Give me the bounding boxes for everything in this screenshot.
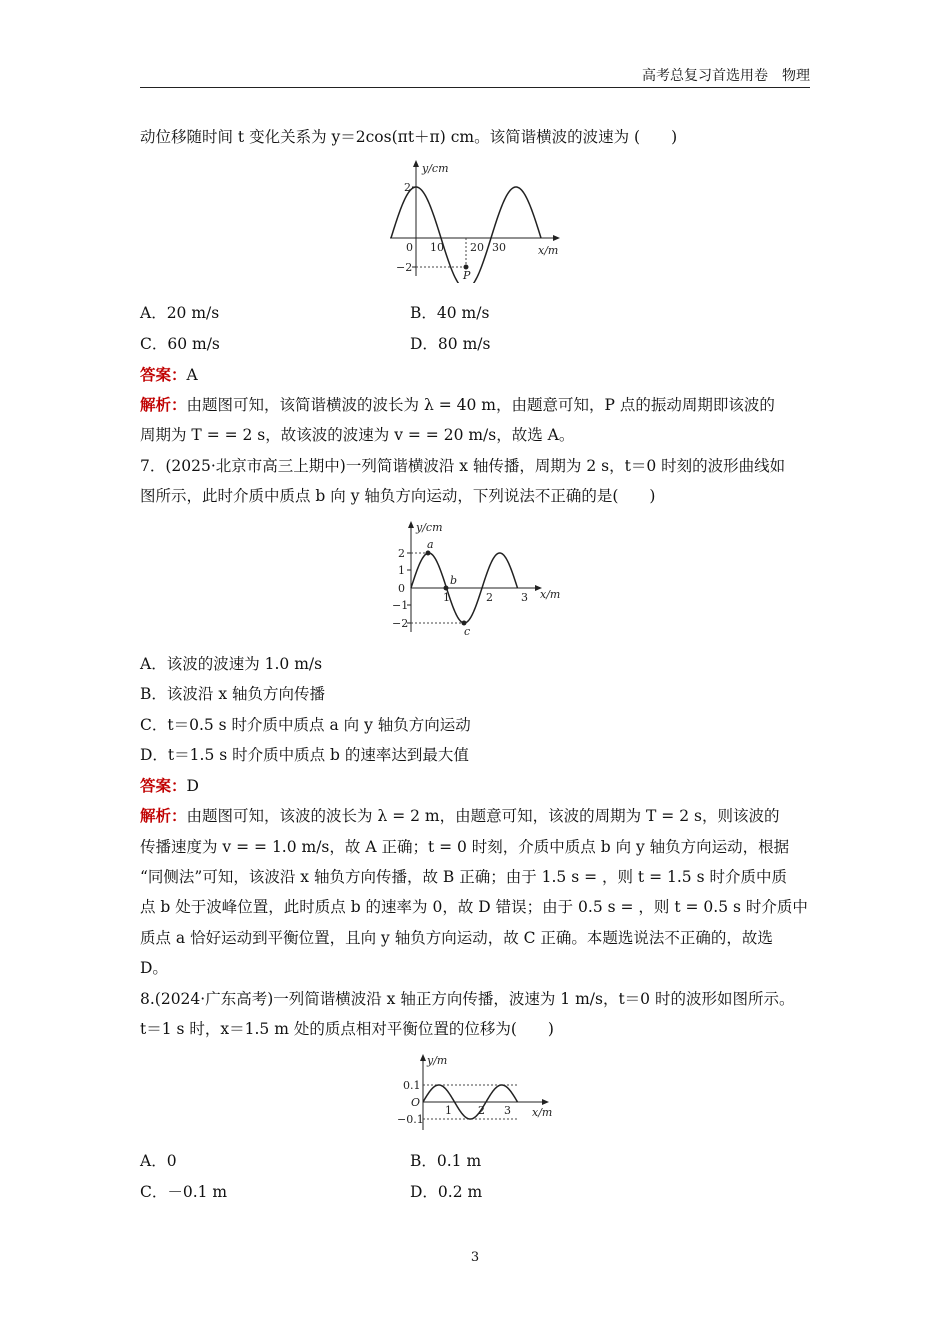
- q7-point-label-c: c: [464, 625, 471, 637]
- q8-x-label: x/m: [532, 1106, 553, 1119]
- q7-tick-label-x-1: 1: [443, 591, 450, 604]
- q8-tick-label-x-2: 2: [478, 1104, 485, 1117]
- q6-y-arrow: [413, 160, 419, 167]
- q8-x-arrow: [542, 1099, 549, 1105]
- q7-analysis-text-1: 由题图可知，该波的波长为 λ = 2 m，由题意可知，该波的周期为 T = 2 s，则该波的: [186, 807, 780, 825]
- q7-answer-label: 答案：: [140, 776, 187, 795]
- q8-y-label: y/m: [427, 1054, 448, 1067]
- q6-option-d: D．80 m/s: [410, 335, 491, 353]
- q7-y-label: y/cm: [416, 521, 443, 534]
- q6-wave-figure: [360, 158, 570, 283]
- q6-option-b: B．40 m/s: [410, 304, 490, 322]
- q7-tick-label-y-neg1: −1: [392, 599, 409, 612]
- q8-tick-label-y-top: 0.1: [403, 1079, 421, 1092]
- q7-tick-label-x-2: 2: [486, 591, 493, 604]
- header-title: 高考总复习首选用卷 物理: [642, 68, 810, 84]
- q8-option-c: C．－0.1 m: [140, 1183, 228, 1201]
- q7-option-d: D．t＝1.5 s 时介质中质点 b 的速率达到最大值: [140, 746, 469, 764]
- q6-analysis-text-1: 由题图可知，该简谐横波的波长为 λ = 40 m，由题意可知，P 点的振动周期即该波的: [186, 396, 775, 414]
- q6-option-c: C．60 m/s: [140, 335, 220, 353]
- q6-tick-label-x-20: 20: [470, 241, 484, 254]
- q7-point-a: [426, 551, 431, 556]
- q6-x-label: x/m: [538, 244, 559, 257]
- q7-tick-label-y-1: 1: [398, 564, 405, 577]
- q6-analysis-line-1: [140, 394, 775, 416]
- q8-option-b: B．0.1 m: [410, 1152, 482, 1170]
- q7-analysis-line-4: 点 b 处于波峰位置，此时质点 b 的速率为 0，故 D 错误；由于 0.5 s = ，则 t = 0.5 s 时介质中: [140, 898, 808, 916]
- q8-tick-label-x-1: 1: [445, 1104, 452, 1117]
- q7-tick-label-x-3: 3: [521, 591, 528, 604]
- q6-tick-label-y-2: 2: [404, 181, 411, 194]
- q6-option-a: A．20 m/s: [140, 304, 220, 322]
- q7-analysis-line-2: 传播速度为 v = = 1.0 m/s，故 A 正确；t = 0 时刻，介质中质点 b 向 y 轴负方向运动，根据: [140, 838, 790, 856]
- q6-point-label-p: P: [463, 269, 471, 282]
- q7-option-c: C．t＝0.5 s 时介质中质点 a 向 y 轴负方向运动: [140, 716, 471, 734]
- q7-point-b: [444, 586, 449, 591]
- q8-stem-line-1: 8.(2024·广东高考)一列简谐横波沿 x 轴正方向传播，波速为 1 m/s，t＝0 时的波形如图所示。: [140, 990, 795, 1008]
- q6-tick-label-x-10: 10: [430, 241, 444, 254]
- q7-stem-line-2: 图所示，此时介质中质点 b 向 y 轴负方向运动，下列说法不正确的是( ): [140, 487, 656, 505]
- q7-wave-figure: [380, 517, 570, 637]
- q6-analysis-label: 解析：: [140, 395, 187, 414]
- q7-analysis-line-5: 质点 a 恰好运动到平衡位置，且向 y 轴负方向运动，故 C 正确。本题选说法不正确的，故选: [140, 929, 773, 947]
- q6-answer-value: A: [186, 366, 198, 384]
- q8-stem-line-2: t＝1 s 时，x＝1.5 m 处的质点相对平衡位置的位移为( ): [140, 1020, 554, 1038]
- q7-answer: [140, 775, 199, 797]
- page-header: [140, 65, 810, 88]
- page-number: 3: [470, 1250, 480, 1265]
- q7-point-label-b: b: [450, 574, 458, 587]
- q6-answer: [140, 364, 198, 386]
- q8-option-d: D．0.2 m: [410, 1183, 483, 1201]
- q6-tick-label-y-neg2: −2: [396, 261, 413, 274]
- q8-option-a: A．0: [140, 1152, 177, 1170]
- q7-tick-label-y-neg2: −2: [392, 617, 409, 630]
- q7-y-arrow: [408, 521, 414, 528]
- q7-analysis-line-3: “同侧法”可知，该波沿 x 轴负方向传播，故 B 正确；由于 1.5 s = ，则 t = 1.5 s 时介质中质: [140, 868, 787, 886]
- q7-analysis-line-1: [140, 805, 779, 827]
- q8-wave-figure: [395, 1050, 560, 1135]
- q7-x-label: x/m: [540, 588, 561, 601]
- q6-tick-label-x-30: 30: [492, 241, 506, 254]
- q7-tick-label-y-0: 0: [398, 582, 405, 595]
- q7-analysis-line-6: D。: [140, 959, 168, 977]
- q6-stem: 动位移随时间 t 变化关系为 y＝2cos(πt＋π) cm。该简谐横波的波速为 ( ): [140, 128, 678, 146]
- q6-y-label: y/cm: [422, 162, 449, 175]
- q6-answer-label: 答案：: [140, 365, 187, 384]
- q7-stem-line-1: 7．(2025·北京市高三上期中)一列简谐横波沿 x 轴传播，周期为 2 s，t＝0 时刻的波形曲线如: [140, 457, 786, 475]
- q6-x-arrow: [553, 235, 560, 241]
- q8-y-arrow: [420, 1054, 426, 1061]
- q7-tick-label-y-2: 2: [398, 547, 405, 560]
- q7-point-label-a: a: [427, 538, 434, 551]
- q7-answer-value: D: [186, 777, 199, 795]
- q7-analysis-label: 解析：: [140, 806, 187, 825]
- q7-option-b: B．该波沿 x 轴负方向传播: [140, 685, 325, 703]
- q7-option-a: A．该波的波速为 1.0 m/s: [140, 655, 323, 673]
- q6-tick-label-x-0: 0: [406, 241, 413, 254]
- q8-tick-label-y-bottom: −0.1: [397, 1113, 424, 1126]
- q6-analysis-line-2: 周期为 T = = 2 s，故该波的波速为 v = = 20 m/s，故选 A。: [140, 426, 575, 444]
- q8-tick-label-origin: O: [411, 1096, 421, 1109]
- q8-tick-label-x-3: 3: [504, 1104, 511, 1117]
